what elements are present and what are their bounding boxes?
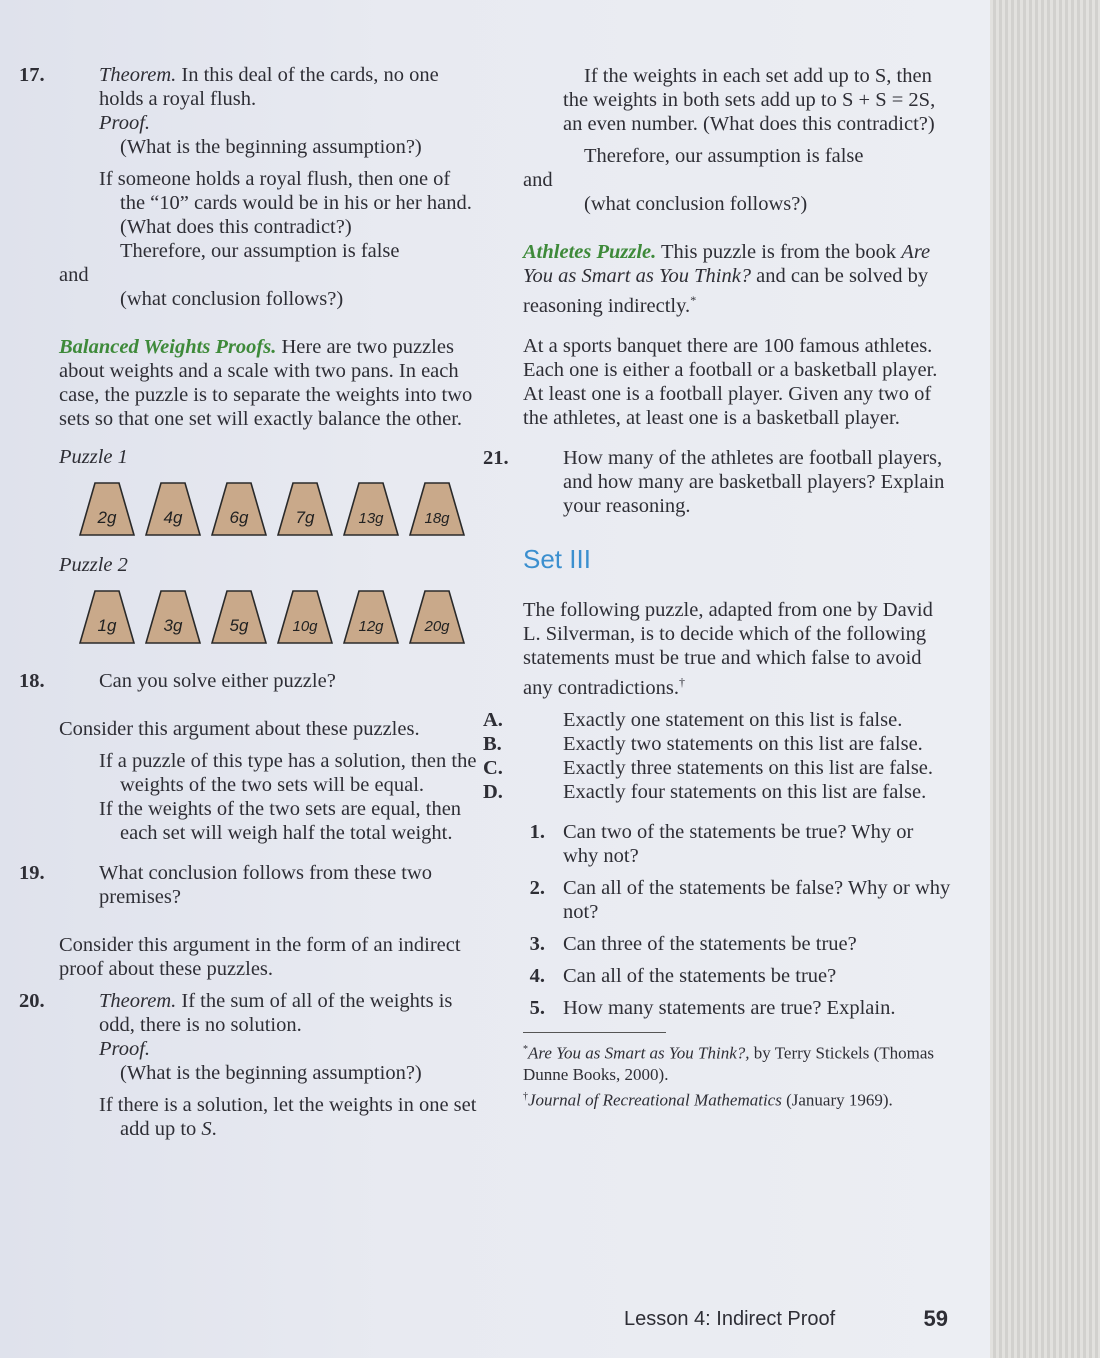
weight-icon: [145, 589, 201, 645]
proof-step: [59, 1093, 479, 1141]
statement-letter: B.: [483, 732, 502, 755]
question-text: Can three of the statements be true?: [563, 932, 857, 955]
question-number: 5.: [529, 996, 545, 1019]
section-title: Athletes Puzzle.: [523, 241, 657, 263]
statement-item: [483, 708, 953, 732]
proof-label: Proof.: [99, 112, 151, 134]
section-text: Here are two puzzles about weights and a scale with two pans. In each case, the puzzle is to separate the weights into two sets so that one set will exactly balance the other.: [59, 336, 473, 430]
proof-step: If someone holds a royal flush, then one of the “10” cards would be in his or her hand. (What does this contradict?): [99, 168, 472, 238]
weight-icon: [211, 589, 267, 645]
puzzle-1-weights: [79, 481, 479, 539]
statement-text: Exactly one statement on this list is false.: [563, 708, 903, 731]
weight-label: 3g: [163, 616, 183, 635]
weight-shape: [344, 591, 398, 643]
weight-icon: [211, 481, 267, 537]
weight-label: 18g: [424, 510, 450, 527]
footnote-2: [523, 1086, 953, 1112]
question-number: 2.: [529, 876, 545, 899]
variable: S: [201, 1118, 212, 1140]
weight-icon: [79, 589, 135, 645]
question-text: Can all of the statements be false? Why or why not?: [563, 876, 951, 923]
weight-icon: [277, 589, 333, 645]
statement-list: [483, 708, 953, 804]
question-text: How many statements are true? Explain.: [563, 996, 896, 1019]
exercise-number: 17.: [19, 64, 45, 86]
statement-text: Exactly four statements on this list are false.: [563, 780, 927, 803]
premise: If the weights of the two sets are equal, then each set will weigh half the total weight.: [99, 798, 462, 844]
statement-text: Exactly two statements on this list are false.: [563, 732, 923, 755]
question-item: [523, 996, 953, 1020]
weight-icon: [343, 589, 399, 645]
punctuation: .: [211, 1118, 217, 1140]
statement-letter: C.: [483, 756, 503, 779]
weight-shape: [410, 483, 464, 535]
question-text: Can two of the statements be true? Why or why not?: [563, 820, 914, 867]
set-heading: Set III: [523, 543, 591, 574]
page-gutter: [990, 0, 1100, 1358]
proof-step: (what conclusion follows?): [584, 193, 808, 215]
footnote-mark: *: [690, 293, 697, 307]
weight-icon: [409, 481, 465, 537]
set3-intro: [523, 598, 953, 700]
weight-label: 6g: [229, 508, 249, 527]
exercise-20: [19, 989, 479, 1037]
footnote-mark: †: [678, 674, 685, 689]
weight-label: 12g: [358, 618, 384, 635]
left-column: [19, 63, 479, 1141]
page-footer: [624, 1308, 954, 1338]
footnote-text: by Terry Stickels (Thomas Dunne Books, 2000).: [523, 1043, 935, 1085]
athletes-body: At a sports banquet there are 100 famous athletes. Each one is either a football or a basketball player. At least one is a football player. Given any two of the athletes, at least one is a basketball player.: [523, 334, 938, 429]
theorem-text: If the sum of all of the weights is odd, there is no solution.: [99, 990, 453, 1036]
statement-item: [483, 756, 953, 780]
book-title: Are You as Smart as You Think?: [523, 241, 931, 287]
weight-label: 20g: [424, 618, 450, 635]
weight-label: 1g: [97, 616, 117, 635]
theorem-label: Theorem.: [99, 990, 177, 1012]
footnote-rule: [523, 1032, 666, 1033]
proof-step: (What is the beginning assumption?): [120, 1062, 422, 1084]
exercise-text: How many of the athletes are football players, and how many are basketball players? Explain your reasoning.: [563, 446, 945, 517]
weight-icon: [409, 589, 465, 645]
athletes-intro: [523, 240, 953, 318]
balanced-weights-intro: [59, 335, 479, 431]
exercise-18: [19, 669, 479, 693]
exercise-number: 19.: [19, 862, 45, 884]
statement-item: [483, 732, 953, 756]
question-number: 4.: [529, 964, 545, 987]
proof-step: Therefore, our assumption is false: [120, 240, 400, 262]
proof-and: and: [59, 264, 89, 286]
proof-label: Proof.: [99, 1038, 151, 1060]
statement-text: Exactly three statements on this list are false.: [563, 756, 934, 779]
theorem-text: In this deal of the cards, no one holds a royal flush.: [99, 64, 439, 110]
proof-step: Therefore, our assumption is false: [584, 145, 864, 167]
footnote-title: Journal of Recreational Mathematics: [528, 1090, 782, 1110]
premise: If a puzzle of this type has a solution, then the weights of the two sets will be equal.: [99, 750, 477, 796]
weight-label: 5g: [229, 616, 249, 635]
question-item: [523, 964, 953, 988]
proof-step: (what conclusion follows?): [120, 288, 344, 310]
section-text: This puzzle is from the book: [661, 241, 897, 263]
paragraph: Consider this argument about these puzzles.: [59, 718, 420, 740]
statement-item: [483, 780, 953, 804]
exercise-number: 18.: [19, 670, 45, 692]
puzzle-1-label: Puzzle 1: [59, 446, 128, 468]
exercise-text: What conclusion follows from these two premises?: [99, 862, 433, 908]
footnote-mark: †: [523, 1091, 528, 1103]
footnote-mark: *: [523, 1043, 528, 1055]
statement-letter: A.: [483, 708, 503, 731]
exercise-19: [19, 861, 479, 909]
set3-intro-text: The following puzzle, adapted from one by David L. Silverman, is to decide which of the following statements must be true and which false to avoid any contradictions.: [523, 598, 933, 699]
page-number: 59: [923, 1306, 948, 1331]
exercise-number: 21.: [483, 446, 509, 469]
exercise-21: [483, 446, 953, 518]
puzzle-2-weights: [79, 589, 479, 647]
question-item: [523, 820, 953, 868]
proof-step: (What is the beginning assumption?): [120, 136, 422, 158]
proof-continuation: If the weights in each set add up to S, then the weights in both sets add up to S + S = 2S, an even number. (What does this contradict?): [563, 65, 936, 135]
weight-label: 2g: [97, 508, 117, 527]
question-item: [523, 932, 953, 956]
exercise-number: 20.: [19, 990, 45, 1012]
paragraph: Consider this argument in the form of an indirect proof about these puzzles.: [59, 934, 461, 980]
weight-label: 13g: [358, 510, 384, 527]
section-title: Balanced Weights Proofs.: [59, 336, 277, 358]
weight-shape: [410, 591, 464, 643]
proof-step-text: If there is a solution, let the weights in one set add up to: [99, 1094, 477, 1140]
lesson-title: Lesson 4: Indirect Proof: [624, 1308, 836, 1330]
exercise-17: [19, 63, 479, 111]
right-column: [483, 64, 953, 1112]
question-list: [523, 820, 953, 1020]
question-number: 1.: [529, 820, 545, 843]
weight-icon: [79, 481, 135, 537]
weight-label: 10g: [292, 618, 318, 635]
exercise-text: Can you solve either puzzle?: [99, 670, 336, 692]
footnote-text: (January 1969).: [781, 1090, 893, 1110]
footnote-title: Are You as Smart as You Think?,: [528, 1043, 750, 1063]
weight-icon: [343, 481, 399, 537]
footnote-1: [523, 1039, 953, 1087]
puzzle-2-label: Puzzle 2: [59, 554, 128, 576]
weight-label: 4g: [163, 508, 183, 527]
question-item: [523, 876, 953, 924]
theorem-label: Theorem.: [99, 64, 177, 86]
proof-and: and: [523, 169, 553, 191]
weight-icon: [145, 481, 201, 537]
question-number: 3.: [529, 932, 545, 955]
weight-shape: [344, 483, 398, 535]
statement-letter: D.: [483, 780, 503, 803]
weight-shape: [278, 591, 332, 643]
weight-icon: [277, 481, 333, 537]
weight-label: 7g: [295, 508, 315, 527]
section-text: and can be solved by reasoning indirectly.: [523, 265, 929, 317]
question-text: Can all of the statements be true?: [563, 964, 837, 987]
